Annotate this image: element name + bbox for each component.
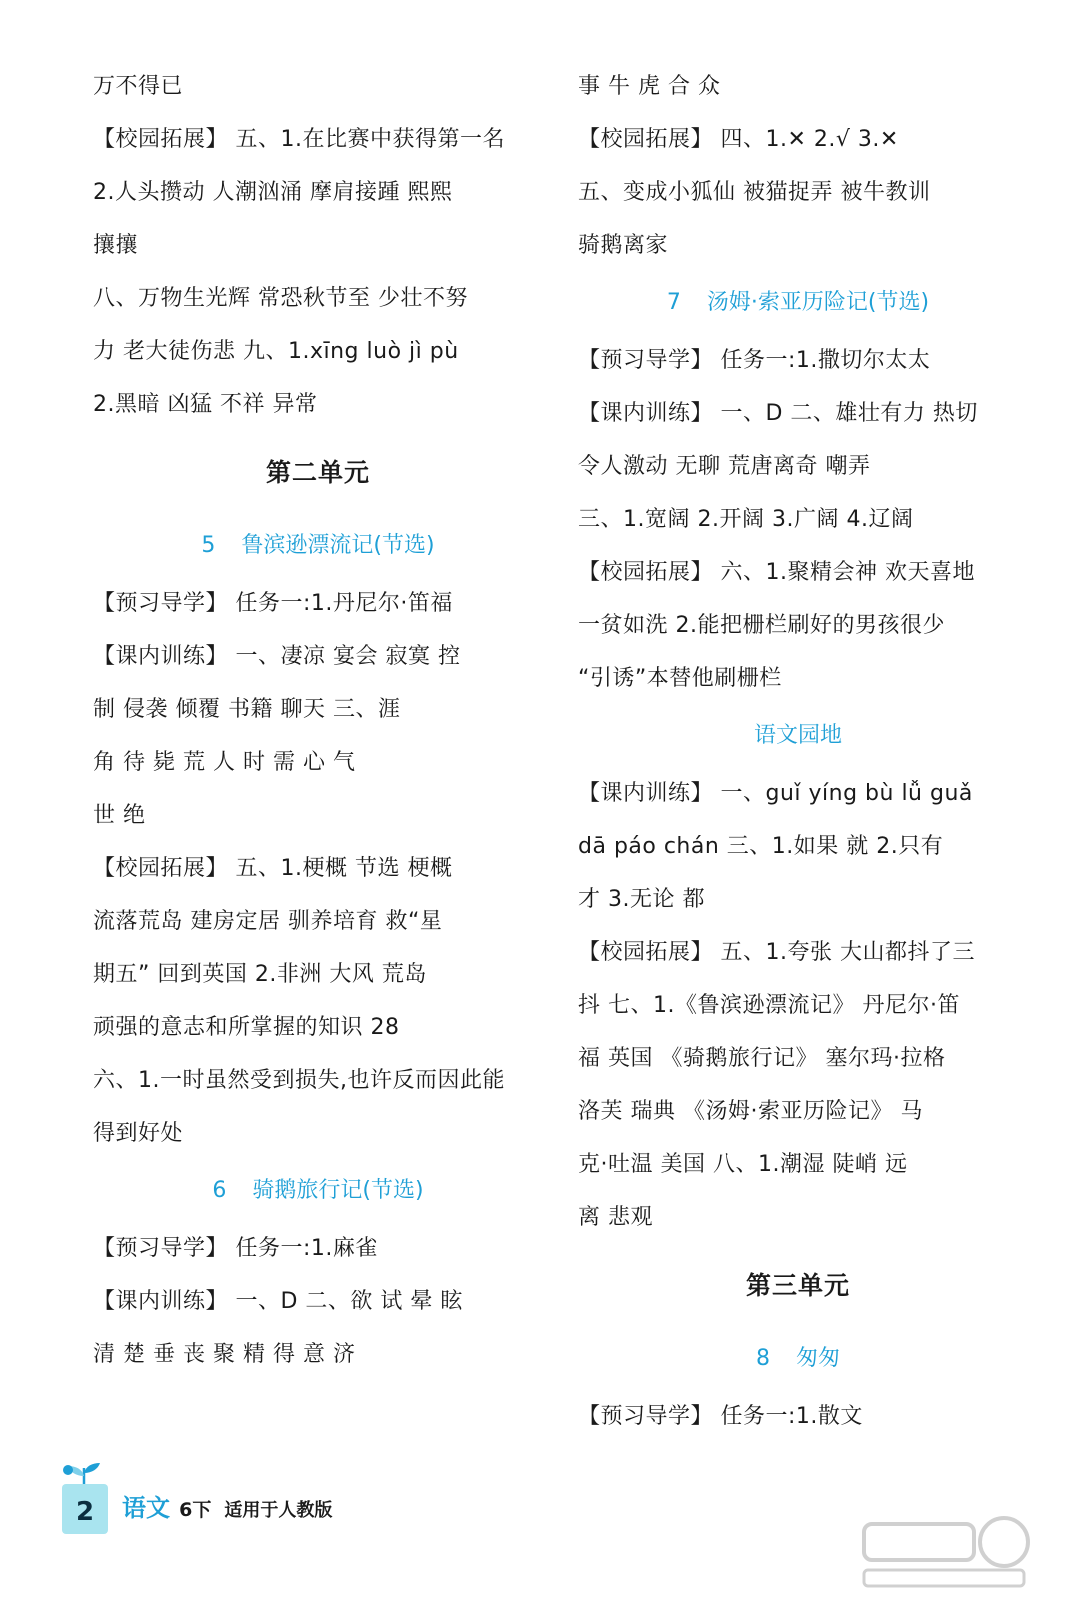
text-line: 【预习导学】 任务一:1.撒切尔太太 [578, 348, 931, 373]
right-lines-d [578, 1390, 1018, 1443]
text-line: 【课内训练】 一、D 二、雄壮有力 热切 [578, 401, 978, 426]
left-column [93, 60, 543, 1381]
page-number: 2 [62, 1484, 108, 1534]
lesson-number: 6 [212, 1178, 227, 1203]
left-lines-b [93, 577, 543, 1160]
text-line: 流落荒岛 建房定居 驯养培育 救“星 [93, 909, 443, 934]
section-heading-garden: 语文园地 [753, 723, 842, 748]
text-line: 【校园拓展】 五、1.梗概 节选 梗概 [93, 856, 453, 881]
text-line: 五、变成小狐仙 被猫捉弄 被牛教训 [578, 180, 931, 205]
text-line: 2.黑暗 凶猛 不祥 异常 [93, 392, 318, 417]
lesson-heading-6 [93, 1160, 543, 1222]
lesson-title: 匆匆 [795, 1346, 840, 1371]
lesson-title: 汤姆·索亚历险记(节选) [706, 290, 930, 315]
text-line: 令人激动 无聊 荒唐离奇 嘲弄 [578, 454, 871, 479]
right-lines-b [578, 334, 1018, 705]
text-line: 【课内训练】 一、guǐ yíng bù lǚ guǎ [578, 781, 973, 806]
text-line: 【预习导学】 任务一:1.麻雀 [93, 1236, 378, 1261]
text-line: 洛芙 瑞典 《汤姆·索亚历险记》 马 [578, 1099, 923, 1124]
text-line: 【课内训练】 一、D 二、欲 试 晕 眩 [93, 1289, 463, 1314]
text-line: 一贫如洗 2.能把栅栏刷好的男孩很少 [578, 613, 945, 638]
text-line: 角 待 毙 荒 人 时 需 心 气 [93, 750, 356, 775]
right-column [578, 60, 1018, 1443]
lesson-number: 7 [666, 290, 681, 315]
lesson-title: 骑鹅旅行记(节选) [252, 1178, 424, 1203]
edition-label: 适用于人教版 [224, 1500, 333, 1521]
lesson-number: 5 [201, 533, 216, 558]
text-line: 【校园拓展】 五、1.夸张 大山都抖了三 [578, 940, 975, 965]
text-line: 骑鹅离家 [578, 233, 669, 258]
text-line: 福 英国 《骑鹅旅行记》 塞尔玛·拉格 [578, 1046, 946, 1071]
left-lines-c [93, 1222, 543, 1381]
left-lines-a [93, 60, 543, 431]
unit-title: 第二单元 [265, 458, 370, 487]
text-line: dā páo chán 三、1.如果 就 2.只有 [578, 834, 944, 859]
text-line: 清 楚 垂 丧 聚 精 得 意 济 [93, 1342, 356, 1367]
text-line: 得到好处 [93, 1121, 184, 1146]
text-line: 【校园拓展】 四、1.✕ 2.√ 3.✕ [578, 127, 899, 152]
text-line: 万不得已 [93, 74, 184, 99]
text-line: 【校园拓展】 六、1.聚精会神 欢天喜地 [578, 560, 975, 585]
text-line: “引诱”本替他刷栅栏 [578, 666, 782, 691]
watermark-logo [854, 1512, 1034, 1592]
lesson-number: 8 [755, 1346, 770, 1371]
text-line: 世 绝 [93, 803, 146, 828]
text-line: 攘攘 [93, 233, 139, 258]
text-line: 才 3.无论 都 [578, 887, 705, 912]
lesson-title: 鲁滨逊漂流记(节选) [241, 533, 435, 558]
text-line: 离 悲观 [578, 1205, 653, 1230]
text-line: 事 牛 虎 合 众 [578, 74, 721, 99]
lesson-heading-8 [578, 1328, 1018, 1390]
text-line: 【预习导学】 任务一:1.丹尼尔·笛福 [93, 591, 453, 616]
text-line: 制 侵袭 倾覆 书籍 聊天 三、涯 [93, 697, 401, 722]
page-footer [50, 1460, 450, 1560]
text-line: 三、1.宽阔 2.开阔 3.广阔 4.辽阔 [578, 507, 914, 532]
grade-label: 6下 [179, 1499, 212, 1521]
lesson-heading-5 [93, 515, 543, 577]
text-line: 六、1.一时虽然受到损失,也许反而因此能 [93, 1068, 505, 1093]
right-lines-c [578, 767, 1018, 1244]
right-lines-a [578, 60, 1018, 272]
text-line: 【校园拓展】 五、1.在比赛中获得第一名 [93, 127, 505, 152]
text-line: 力 老大徒伤悲 九、1.xīng luò jì pù [93, 339, 459, 364]
text-line: 八、万物生光辉 常恐秋节至 少壮不努 [93, 286, 468, 311]
text-line: 克·吐温 美国 八、1.潮湿 陡峭 远 [578, 1152, 908, 1177]
text-line: 【课内训练】 一、凄凉 宴会 寂寞 控 [93, 644, 461, 669]
text-line: 【预习导学】 任务一:1.散文 [578, 1404, 863, 1429]
text-line: 顽强的意志和所掌握的知识 28 [93, 1015, 400, 1040]
text-line: 抖 七、1.《鲁滨逊漂流记》 丹尼尔·笛 [578, 993, 960, 1018]
subject-label: 语文 [122, 1494, 170, 1522]
text-line: 期五” 回到英国 2.非洲 大风 荒岛 [93, 962, 427, 987]
lesson-heading-7 [578, 272, 1018, 334]
unit-title: 第三单元 [745, 1271, 850, 1300]
book-brand [122, 1488, 332, 1531]
text-line: 2.人头攒动 人潮汹涌 摩肩接踵 熙熙 [93, 180, 453, 205]
